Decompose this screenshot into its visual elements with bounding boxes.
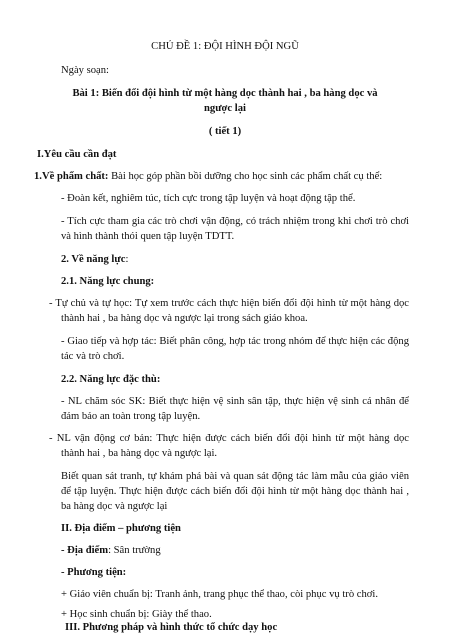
observation-line-3: ba hàng dọc và ngược lại — [61, 501, 168, 512]
student-preparation: + Học sinh chuẩn bị: Giày thể thao. — [61, 609, 212, 620]
lesson-title-line-1: Bài 1: Biến đổi đội hình từ một hàng dọc thành hai , ba hàng dọc và — [72, 88, 378, 99]
self-study-line-2: thành hai , ba hàng dọc và ngược lại trong sách giáo khoa. — [61, 313, 308, 324]
qualities-text: Bài học góp phần bồi dưỡng cho học sinh các phẩm chất cụ thể: — [108, 171, 383, 182]
topic-title: CHỦ ĐỀ 1: ĐỘI HÌNH ĐỘI NGŨ — [151, 41, 299, 52]
health-care-line-2: đảm bảo an toàn trong tập luyện. — [61, 411, 201, 422]
teacher-preparation: + Giáo viên chuẩn bị: Tranh ảnh, trang phục thể thao, còi phục vụ trò chơi. — [61, 589, 378, 600]
section-heading-II: II. Địa điểm – phương tiện — [61, 523, 181, 534]
section-heading-I: I.Yêu cầu cần đạt — [37, 149, 117, 160]
general-competence-heading: 2.1. Năng lực chung: — [61, 276, 155, 287]
qualities-line — [34, 170, 382, 184]
motor-skill-line-2: thành hai , ba hàng dọc và ngược lại. — [61, 448, 218, 459]
qualities-item-2-line-2: và hình thành thói quen tập luyện TDTT. — [61, 231, 235, 242]
observation-line-2: để tập luyện. Thực hiện được cách biến đổi đội hình từ một hàng dọc thành hai , — [61, 486, 409, 497]
self-study-line-1: - Tự chủ và tự học: Tự xem trước cách thực hiện biến đổi đội hình từ một hàng dọc — [49, 298, 409, 309]
motor-skill-line-1: - NL vận động cơ bản: Thực hiện được cách biến đổi đội hình từ một hàng dọc — [49, 433, 409, 444]
qualities-item-1: - Đoàn kết, nghiêm túc, tích cực trong tập luyện và hoạt động tập thể. — [61, 193, 356, 204]
section-heading-III: III. Phương pháp và hình thức tổ chức dạy học — [65, 622, 278, 633]
cooperation-line-1: - Giao tiếp và hợp tác: Biết phân công, hợp tác trong nhóm để thực hiện các động — [61, 336, 409, 347]
qualities-item-2-line-1: - Tích cực tham gia các trò chơi vận động, có trách nhiệm trong khi chơi trò chơi — [61, 216, 409, 227]
cooperation-line-2: tác và trò chơi. — [61, 351, 125, 362]
observation-line-1: Biết quan sát tranh, tự khám phá bài và quan sát động tác làm mẫu của giáo viên — [61, 471, 409, 482]
date-label: Ngày soạn: — [61, 65, 109, 76]
place-line: - Địa điểm: Sân trường — [61, 545, 161, 556]
competence-heading: 2. Về năng lực: — [61, 254, 129, 265]
lesson-title-line-2: ngược lại — [204, 103, 246, 114]
qualities-label: 1.Về phẩm chất: — [34, 171, 109, 182]
lesson-period: ( tiết 1) — [208, 126, 242, 137]
equipment-heading: - Phương tiện: — [61, 567, 127, 578]
specific-competence-heading: 2.2. Năng lực đặc thù: — [61, 374, 161, 385]
health-care-line-1: - NL chăm sóc SK: Biết thực hiện vệ sinh sân tập, thực hiện vệ sinh cá nhân để — [61, 396, 409, 407]
